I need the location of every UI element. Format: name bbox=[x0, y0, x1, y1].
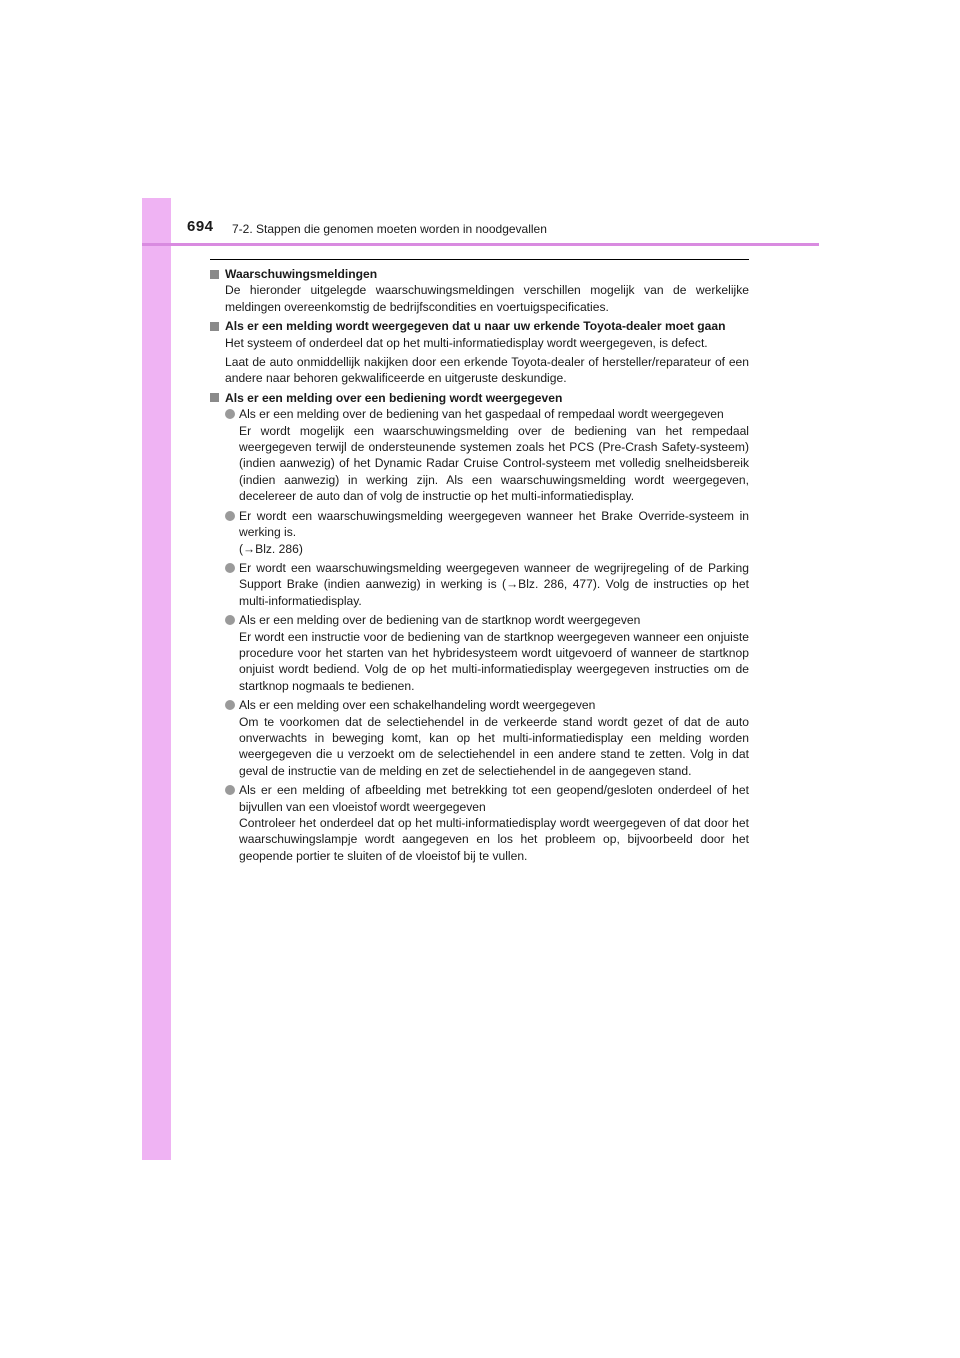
bullet-text: Controleer het onderdeel dat op het multi-informatiedisplay wordt weergegeven of dat door het waarschuwingslampje wordt aangegeven en los het probleem op, bijvoorbeeld door het geopende portier te sluiten of de vloeistof bij te vullen. bbox=[239, 816, 749, 863]
list-item bbox=[225, 612, 749, 694]
header-divider bbox=[142, 243, 819, 246]
round-bullet-icon bbox=[225, 511, 235, 521]
bullet-text: Om te voorkomen dat de selectiehendel in de verkeerde stand wordt gezet of dat de auto onverwachts in beweging komt, kan op het multi-informatiedisplay een melding worden weergegeven die u verzoekt om de selectiehendel in een andere stand te zetten. Volg in dat geval de instructie van de melding en zet de selectiehendel in de aangegeven stand. bbox=[239, 714, 749, 778]
chapter-side-tab bbox=[142, 198, 171, 1160]
round-bullet-icon bbox=[225, 785, 235, 795]
square-bullet-icon bbox=[210, 393, 219, 402]
round-bullet-icon bbox=[225, 563, 235, 573]
bullet-text: Er wordt een waarschuwingsmelding weergegeven wanneer de wegrijregeling of de Parking Support Brake (indien aanwezig) in werking is (→Blz. 286, 477). Volg de instructies op het multi-informatiedisplay. bbox=[239, 560, 749, 608]
list-item bbox=[225, 508, 749, 557]
section-dealer-message bbox=[210, 318, 749, 387]
bullet-title: Als er een melding over een schakelhandeling wordt weergegeven bbox=[239, 698, 596, 713]
page-reference: (→Blz. 286) bbox=[239, 541, 303, 556]
bullet-title: Als er een melding of afbeelding met betrekking tot een geopend/gesloten onderdeel of het bijvullen van een vloeistof wordt weergegeven bbox=[239, 783, 749, 814]
square-bullet-icon bbox=[210, 322, 219, 331]
section-heading: Waarschuwingsmeldingen bbox=[225, 267, 378, 281]
section-operation-message bbox=[210, 390, 749, 864]
bullet-text: Er wordt een instructie voor de bediening van de startknop weergegeven wanneer een onjuiste procedure voor het starten van het hybridesysteem wordt uitgevoerd of wanneer de startknop onjuist wordt bediend. Volg de op het multi-informatiedisplay weergegeven instructies om de startknop nogmaals te bedienen. bbox=[239, 629, 749, 693]
page-number: 694 bbox=[187, 218, 214, 235]
page-content bbox=[210, 266, 749, 867]
section-warning-messages bbox=[210, 266, 749, 315]
list-item bbox=[225, 782, 749, 864]
paragraph: Het systeem of onderdeel dat op het multi-informatiedisplay wordt weergegeven, is defect. bbox=[225, 335, 708, 350]
bullet-text: Er wordt een waarschuwingsmelding weergegeven wanneer het Brake Override-systeem in werking is. bbox=[239, 508, 749, 540]
bullet-title: Als er een melding over de bediening van de startknop wordt weergegeven bbox=[239, 613, 641, 628]
list-item bbox=[225, 406, 749, 504]
paragraph: De hieronder uitgelegde waarschuwingsmeldingen verschillen mogelijk van de werkelijke meldingen overeenkomstig de bedrijfscondities en voertuigspecificaties. bbox=[225, 283, 749, 314]
square-bullet-icon bbox=[210, 270, 219, 279]
section-title: 7-2. Stappen die genomen moeten worden in noodgevallen bbox=[232, 222, 547, 236]
paragraph: Laat de auto onmiddellijk nakijken door een erkende Toyota-dealer of hersteller/reparateur of een andere naar behoren gekwalificeerde en uitgeruste deskundige. bbox=[225, 355, 749, 386]
section-heading: Als er een melding wordt weergegeven dat u naar uw erkende Toyota-dealer moet gaan bbox=[225, 319, 726, 334]
bullet-title: Als er een melding over de bediening van het gaspedaal of rempedaal wordt weergegeven bbox=[239, 407, 724, 422]
round-bullet-icon bbox=[225, 409, 235, 419]
round-bullet-icon bbox=[225, 615, 235, 625]
section-heading: Als er een melding over een bediening wordt weergegeven bbox=[225, 390, 563, 405]
bullet-text: Er wordt mogelijk een waarschuwingsmelding over de bediening van het rempedaal weergegeven terwijl de ondersteunende systemen zoals het PCS (Pre-Crash Safety-systeem) (indien aanwezig) of het Dynamic Radar Cruise Control-systeem met volledig snelheidsbereik (indien aanwezig) in werking zijn. Als een waarschuwingsmelding wordt weergegeven, decelereer de auto dan of volg de instructie op het multi-informatiedisplay. bbox=[239, 423, 749, 504]
list-item bbox=[225, 560, 749, 609]
list-item bbox=[225, 697, 749, 779]
content-top-rule bbox=[210, 259, 749, 260]
round-bullet-icon bbox=[225, 700, 235, 710]
